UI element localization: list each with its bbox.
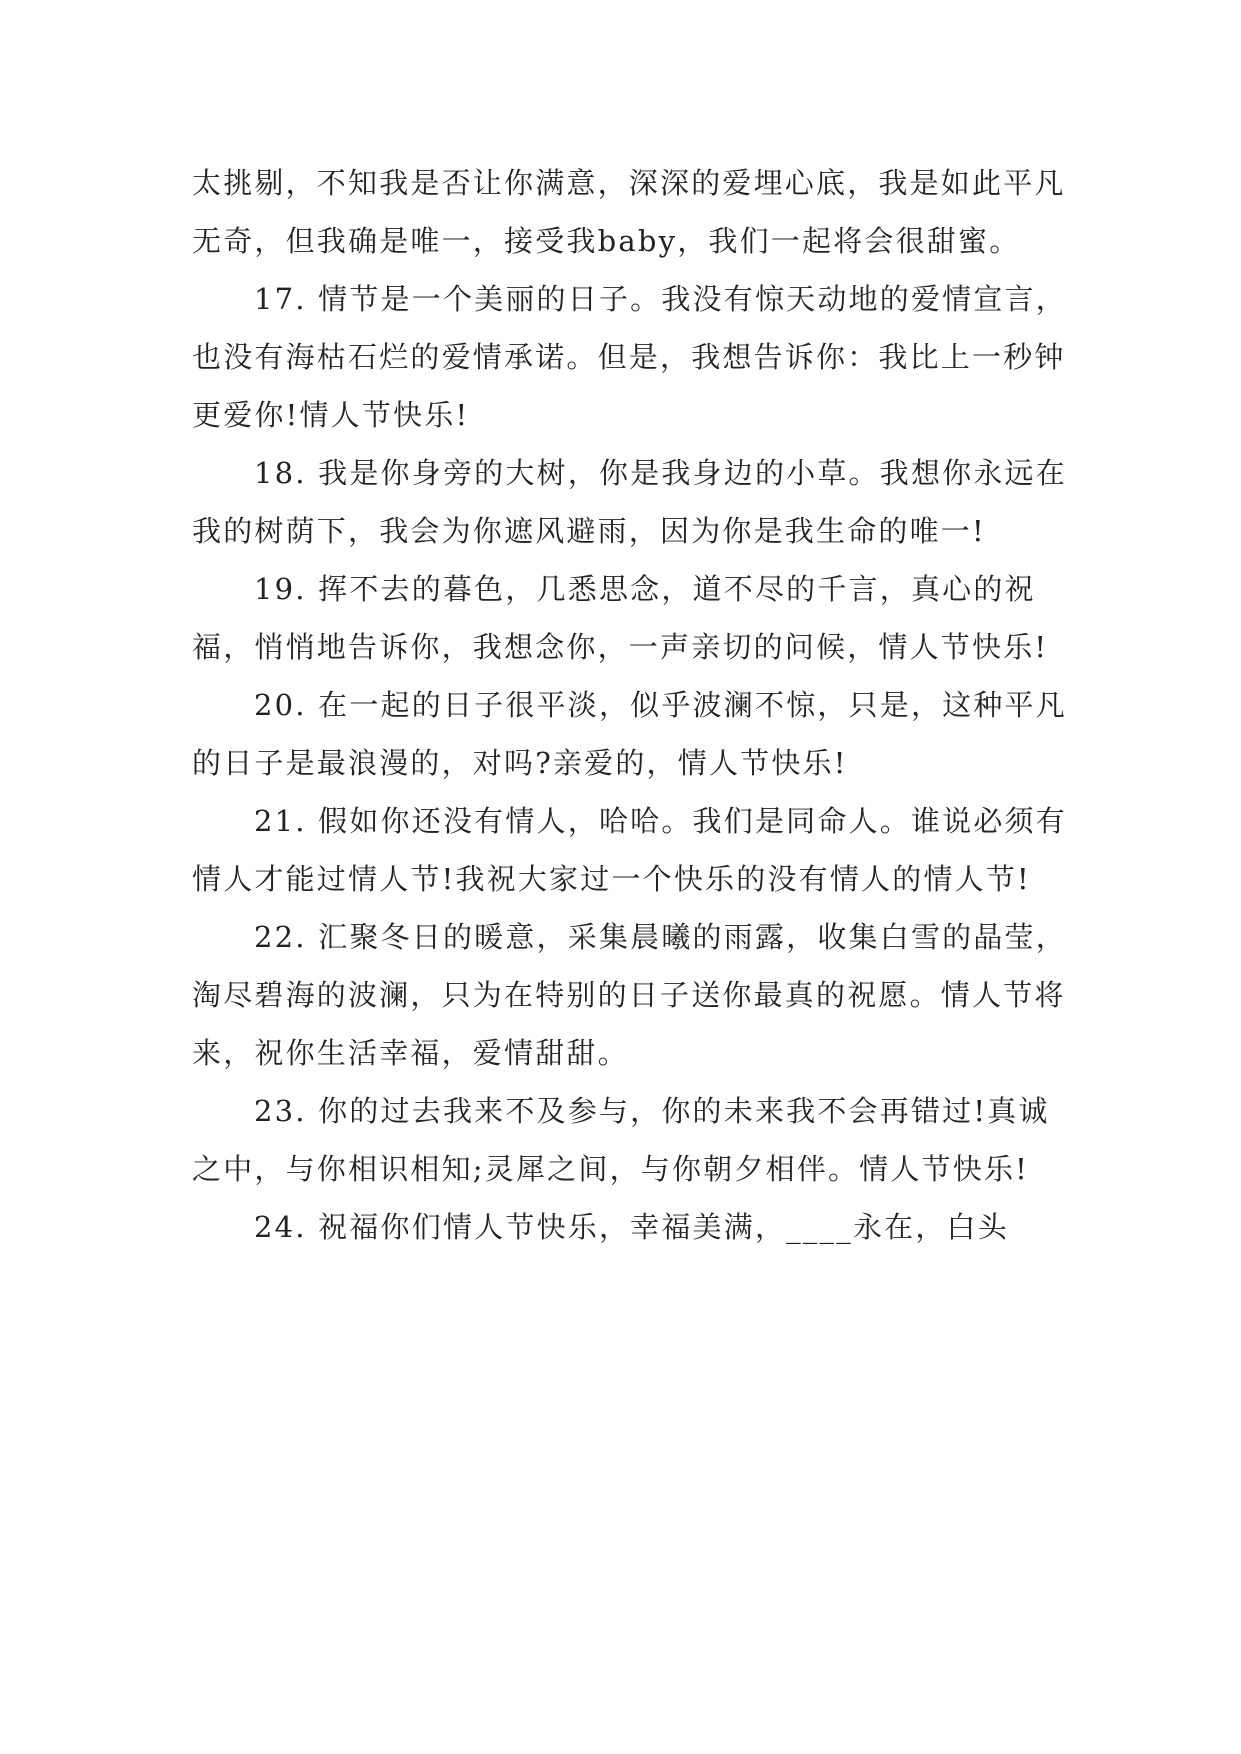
paragraph-23: 23. 你的过去我来不及参与，你的未来我不会再错过!真诚之中，与你相识相知;灵犀之间，与你朝夕相伴。情人节快乐! [192, 1094, 1050, 1186]
paragraph-17: 17. 情节是一个美丽的日子。我没有惊天动地的爱情宣言，也没有海枯石烂的爱情承诺。但是，我想告诉你：我比上一秒钟更爱你!情人节快乐! [192, 282, 1067, 432]
paragraph-20: 20. 在一起的日子很平淡，似乎波澜不惊，只是，这种平凡的日子是最浪漫的，对吗?亲爱的，情人节快乐! [192, 688, 1067, 780]
paragraph-continuation: 太挑剔，不知我是否让你满意，深深的爱埋心底，我是如此平凡无奇，但我确是唯一，接受我baby，我们一起将会很甜蜜。 [192, 166, 1066, 258]
paragraph-21: 21. 假如你还没有情人，哈哈。我们是同命人。谁说必须有情人才能过情人节!我祝大家过一个快乐的没有情人的情人节! [192, 804, 1067, 896]
paragraph-18: 18. 我是你身旁的大树，你是我身边的小草。我想你永远在我的树荫下，我会为你遮风避雨，因为你是我生命的唯一! [192, 456, 1067, 548]
paragraph-19: 19. 挥不去的暮色，几悉思念，道不尽的千言，真心的祝福，悄悄地告诉你，我想念你，一声亲切的问候，情人节快乐! [192, 572, 1049, 664]
paragraph-24: 24. 祝福你们情人节快乐，幸福美满，____永在，白头 [254, 1210, 1009, 1244]
document-body [192, 154, 1067, 1256]
paragraph-22: 22. 汇聚冬日的暖意，采集晨曦的雨露，收集白雪的晶莹，淘尽碧海的波澜，只为在特别的日子送你最真的祝愿。情人节将来，祝你生活幸福，爱情甜甜。 [192, 920, 1067, 1070]
